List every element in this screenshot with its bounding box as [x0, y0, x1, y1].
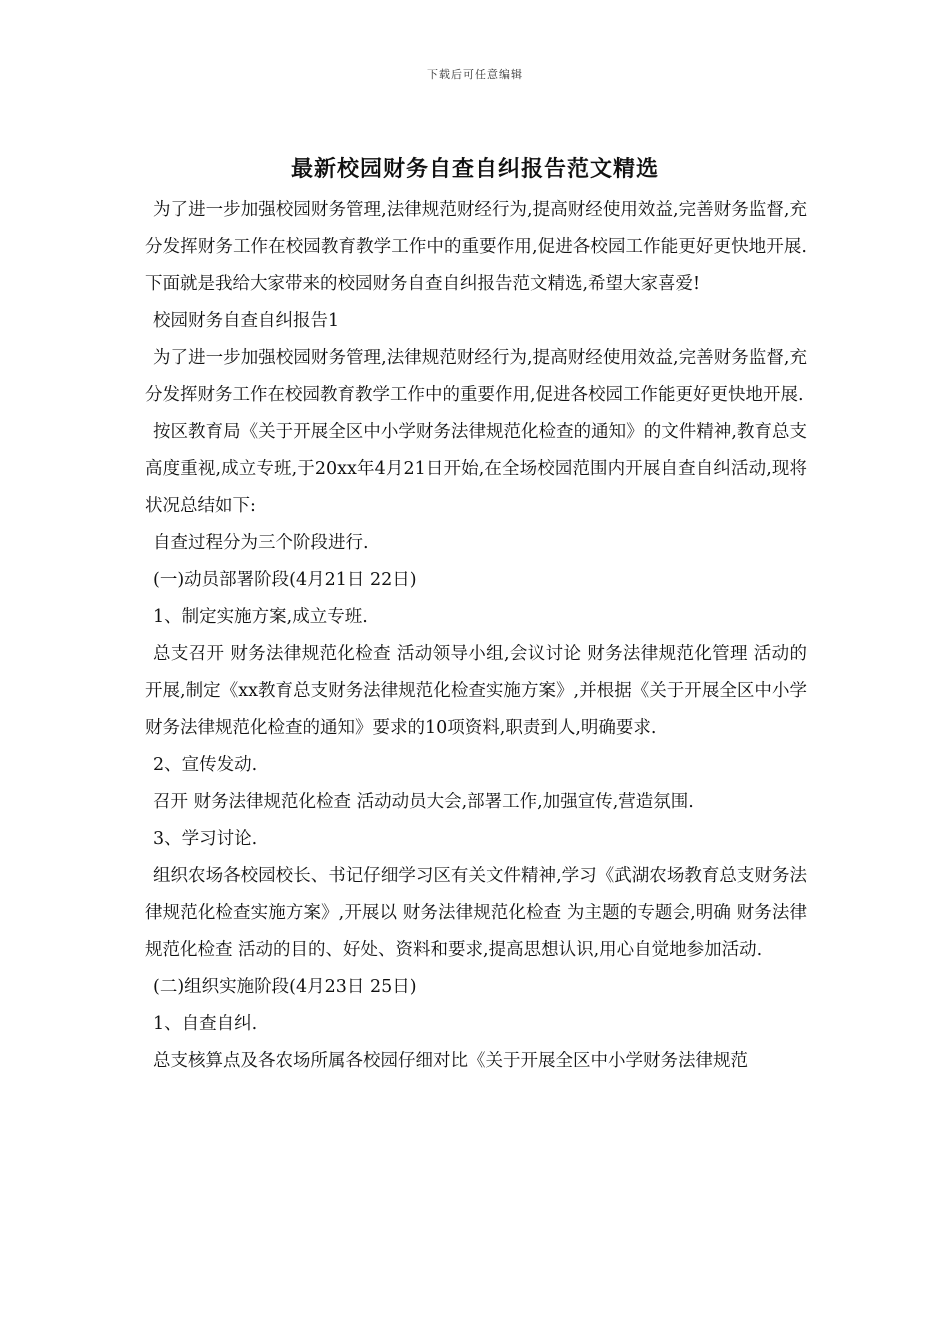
report-heading: 校园财务自查自纠报告1: [153, 311, 340, 331]
step-2-paragraph: 召开 财务法律规范化检查 活动动员大会,部署工作,加强宣传,营造氛围.: [153, 792, 694, 812]
stage-2-step-1-paragraph: 总支核算点及各农场所属各校园仔细对比《关于开展全区中小学财务法律规范: [153, 1051, 748, 1071]
intro-paragraph: 为了进一步加强校园财务管理,法律规范财经行为,提高财经使用效益,完善财务监督,充分发挥财务工作在校园教育教学工作中的重要作用,促进各校园工作能更好更快地开展.下面就是我给大家带来的校园财务自查自纠报告范文精选,希望大家喜爱!: [145, 200, 807, 294]
report-paragraph-2: 按区教育局《关于开展全区中小学财务法律规范化检查的通知》的文件精神,教育总支高度重视,成立专班,于20xx年4月21日开始,在全场校园范围内开展自查自纠活动,现将状况总结如下:: [145, 422, 807, 516]
step-3-paragraph: 组织农场各校园校长、书记仔细学习区有关文件精神,学习《武湖农场教育总支财务法律规范化检查实施方案》,开展以 财务法律规范化检查 为主题的专题会,明确 财务法律规范化检查 活动的目的、好处、资料和要求,提高思想认识,用心自觉地参加活动.: [145, 866, 807, 960]
step-2-heading: 2、宣传发动.: [153, 755, 258, 775]
step-1-paragraph: 总支召开 财务法律规范化检查 活动领导小组,会议讨论 财务法律规范化管理 活动的开展,制定《xx教育总支财务法律规范化检查实施方案》,并根据《关于开展全区中小学财务法律规范化检查的通知》要求的10项资料,职责到人,明确要求.: [145, 644, 807, 738]
step-3-heading: 3、学习讨论.: [153, 829, 258, 849]
stage-2-heading: (二)组织实施阶段(4月23日 25日): [153, 977, 417, 997]
process-summary: 自查过程分为三个阶段进行.: [153, 533, 369, 553]
report-paragraph-1: 为了进一步加强校园财务管理,法律规范财经行为,提高财经使用效益,完善财务监督,充分发挥财务工作在校园教育教学工作中的重要作用,促进各校园工作能更好更快地开展.: [145, 348, 807, 405]
step-1-heading: 1、制定实施方案,成立专班.: [153, 607, 368, 627]
stage-2-step-1-heading: 1、自查自纠.: [153, 1014, 258, 1034]
stage-1-heading: (一)动员部署阶段(4月21日 22日): [153, 570, 417, 590]
document-title: 最新校园财务自查自纠报告范文精选: [290, 156, 659, 182]
header-note: 下载后可任意编辑: [427, 68, 523, 81]
document-body: [145, 192, 807, 1080]
